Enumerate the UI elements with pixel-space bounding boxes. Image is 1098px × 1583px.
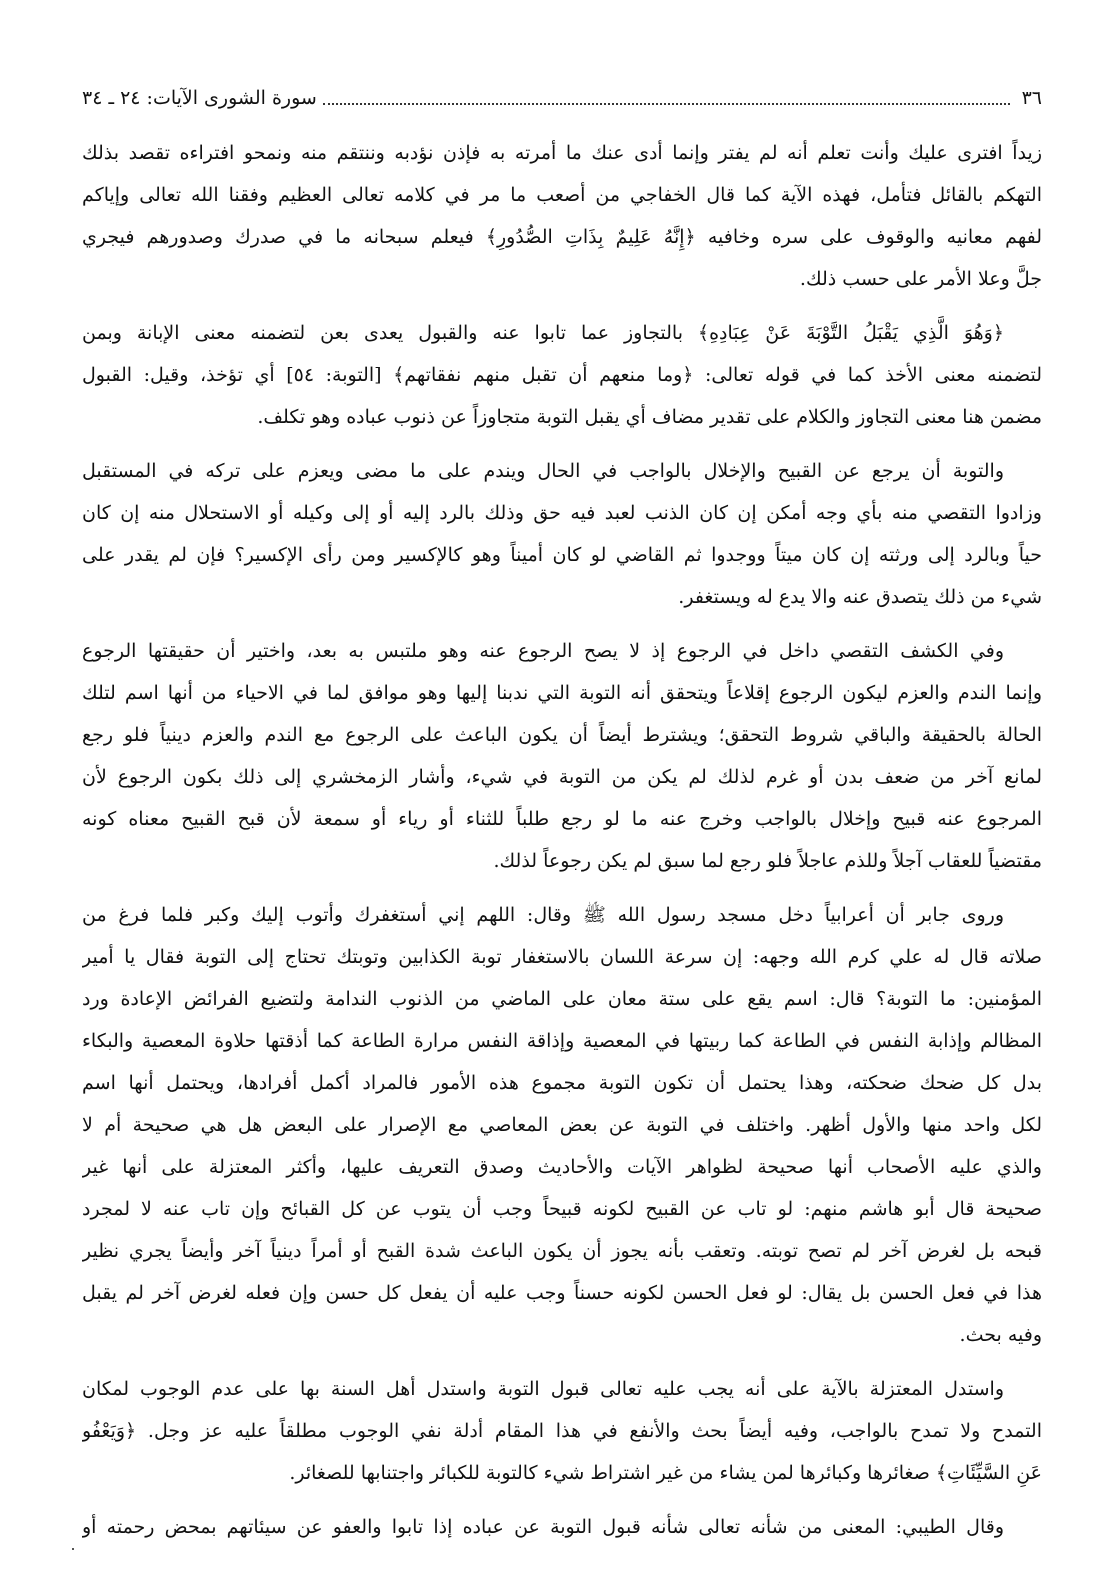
text-line: ﴿وَهُوَ الَّذِي يَقْبَلُ التَّوْبَةَ عَنْ عِبَادِهِ﴾ بالتجاوز عما تابوا عنه والقبول يعدى بعن لتضمنه معنى الإبانة وبمن — [82, 322, 1004, 344]
text-line: الحالة بالحقيقة والباقي شروط التحقق؛ ويشترط أيضاً أن يكون الباعث على الرجوع مع الندم والعزم دينياً فلو رجع — [82, 724, 1042, 746]
text-line: مقتضياً للعقاب آجلاً وللذم عاجلاً فلو رجع لما سبق لم يكن رجوعاً لذلك. — [493, 850, 1042, 872]
text-line: بدل كل ضحك ضحكته، وهذا يحتمل أن تكون التوبة مجموع هذه الأمور فالمراد أكمل أفرادها، ويحتمل أنها اسم — [82, 1072, 1042, 1094]
text-line: وإنما الندم والعزم ليكون الرجوع إقلاعاً ويتحقق أنه التوبة التي ندبنا إليها وهو موافق لما في الاحياء من أنها اسم لتلك — [82, 682, 1042, 704]
text-line: عَنِ السَّيِّئَاتِ﴾ صغائرها وكبائرها لمن يشاء من غير اشتراط شيء كالتوبة للكبائر واجتنابها للصغائر. — [289, 1462, 1042, 1484]
paragraph — [82, 1506, 1042, 1548]
text-line: وفي الكشف التقصي داخل في الرجوع إذ لا يصح الرجوع عنه وهو ملتبس به بعد، واختير أن حقيقتها الرجوع — [82, 640, 1004, 662]
paragraph — [82, 132, 1042, 300]
text-line: شيء من ذلك يتصدق عنه والا يدع له ويستغفر. — [678, 586, 1042, 608]
text-line: زيداً افترى عليك وأنت تعلم أنه لم يفتر وإنما أدى عنك ما أمرته به فإذن نؤدبه وننتقم منه ونمحو افتراءه تقصد بذلك — [82, 142, 1042, 164]
leader-dots — [323, 103, 1010, 105]
text-line: مضمن هنا معنى التجاوز والكلام على تقدير مضاف أي يقبل التوبة متجاوزاً عن ذنوب عباده وهو تكلف. — [257, 406, 1042, 428]
text-line: جلَّ وعلا الأمر على حسب ذلك. — [799, 268, 1042, 290]
text-line: المؤمنين: ما التوبة؟ قال: اسم يقع على ستة معان على الماضي من الذنوب الندامة ولتضيع الفرائض الإعادة ورد — [82, 988, 1042, 1010]
text-line: صحيحة قال أبو هاشم منهم: لو تاب عن القبيح لكونه قبيحاً وجب أن يتوب عن كل القبائح وإن تاب عنه لا لمجرد — [82, 1198, 1042, 1220]
text-line: حياً وبالرد إلى ورثته إن كان ميتاً ووجدوا ثم القاضي لو كان أميناً وهو كالإكسير ومن رأى الإكسير؟ فإن لم يقدر على — [82, 544, 1042, 566]
paragraph — [82, 450, 1042, 618]
text-line: وقال الطيبي: المعنى من شأنه تعالى شأنه قبول التوبة عن عباده إذا تابوا والعفو عن سيئاتهم بمحض رحمته أو — [82, 1516, 1004, 1538]
paragraph — [82, 1368, 1042, 1494]
paragraph — [82, 894, 1042, 1356]
text-line: لكل واحد منها والأول أظهر. واختلف في التوبة عن بعض المعاصي مع الإصرار على البعض هل هي صحيحة أم لا — [82, 1114, 1042, 1136]
text-line: صلاته قال له علي كرم الله وجهه: إن سرعة اللسان بالاستغفار توبة الكذابين وتوبتك تحتاج إلى التوبة فقال يا أمير — [82, 946, 1042, 968]
text-line: التمدح ولا تمدح بالواجب، وفيه أيضاً بحث والأنفع في هذا المقام أدلة نفي الوجوب مطلقاً عليه عز وجل. ﴿وَيَعْفُو — [82, 1420, 1042, 1442]
paragraph — [82, 630, 1042, 882]
scan-speck — [72, 1548, 74, 1550]
text-line: وزادوا التقصي منه بأي وجه أمكن إن كان الذنب لعبد فيه حق وذلك بالرد إليه أو إلى وكيله أو الاستحلال منه إن كان — [82, 502, 1042, 524]
running-header — [82, 80, 1042, 116]
text-line: هذا في فعل الحسن بل يقال: لو فعل الحسن لكونه حسناً وجب عليه أن يفعل كل حسن وإن فعله لغرض آخر لم يقبل — [82, 1282, 1042, 1304]
text-line: لمانع آخر من ضعف بدن أو غرم لذلك لم يكن من التوبة في شيء، وأشار الزمخشري إلى ذلك بكون الرجوع لأن — [82, 766, 1042, 788]
text-line: لتضمنه معنى الأخذ كما في قوله تعالى: ﴿وما منعهم أن تقبل منهم نفقاتهم﴾ [التوبة: ٥٤] أي تؤخذ، وقيل: القبول — [82, 364, 1042, 386]
text-line: قبحه بل لغرض آخر لم تصح توبته. وتعقب بأنه يجوز أن يكون الباعث شدة القبح أو أمراً دينياً آخر وأيضاً يجري نظير — [82, 1240, 1042, 1262]
paragraph — [82, 312, 1042, 438]
text-line: وفيه بحث. — [959, 1324, 1042, 1346]
page-number: ٣٦ — [1021, 87, 1042, 109]
text-line: لفهم معانيه والوقوف على سره وخافيه ﴿إِنَّهُ عَلِيمٌ بِذَاتِ الصُّدُورِ﴾ فيعلم سبحانه ما في صدرك وصدورهم فيجري — [82, 226, 1042, 248]
text-line: التهكم بالقائل فتأمل، فهذه الآية كما قال الخفاجي من أصعب ما مر في كلامه تعالى العظيم وفقنا الله تعالى وإياكم — [82, 184, 1042, 206]
page-body — [82, 132, 1042, 1560]
text-line: المظالم وإذابة النفس في الطاعة كما ربيتها في المعصية وإذاقة النفس مرارة الطاعة كما أذقتها حلاوة المعصية والبكاء — [82, 1030, 1042, 1052]
text-line: المرجوع عنه قبيح وإخلال بالواجب وخرج عنه ما لو رجع طلباً للثناء أو رياء أو سمعة لأن قبح القبيح معناه كونه — [82, 808, 1042, 830]
text-line: وروى جابر أن أعرابياً دخل مسجد رسول الله ﷺ وقال: اللهم إني أستغفرك وأتوب إليك وكبر فلما فرغ من — [82, 904, 1004, 926]
running-title: سورة الشورى الآيات: ٢٤ ـ ٣٤ — [82, 87, 317, 109]
text-line: والذي عليه الأصحاب أنها صحيحة لظواهر الآيات والأحاديث وصدق التعريف عليها، وأكثر المعتزلة على أنها غير — [82, 1156, 1042, 1178]
text-line: والتوبة أن يرجع عن القبيح والإخلال بالواجب في الحال ويندم على ما مضى ويعزم على تركه في المستقبل — [82, 460, 1004, 482]
text-line: واستدل المعتزلة بالآية على أنه يجب عليه تعالى قبول التوبة واستدل أهل السنة بها على عدم الوجوب لمكان — [82, 1378, 1004, 1400]
